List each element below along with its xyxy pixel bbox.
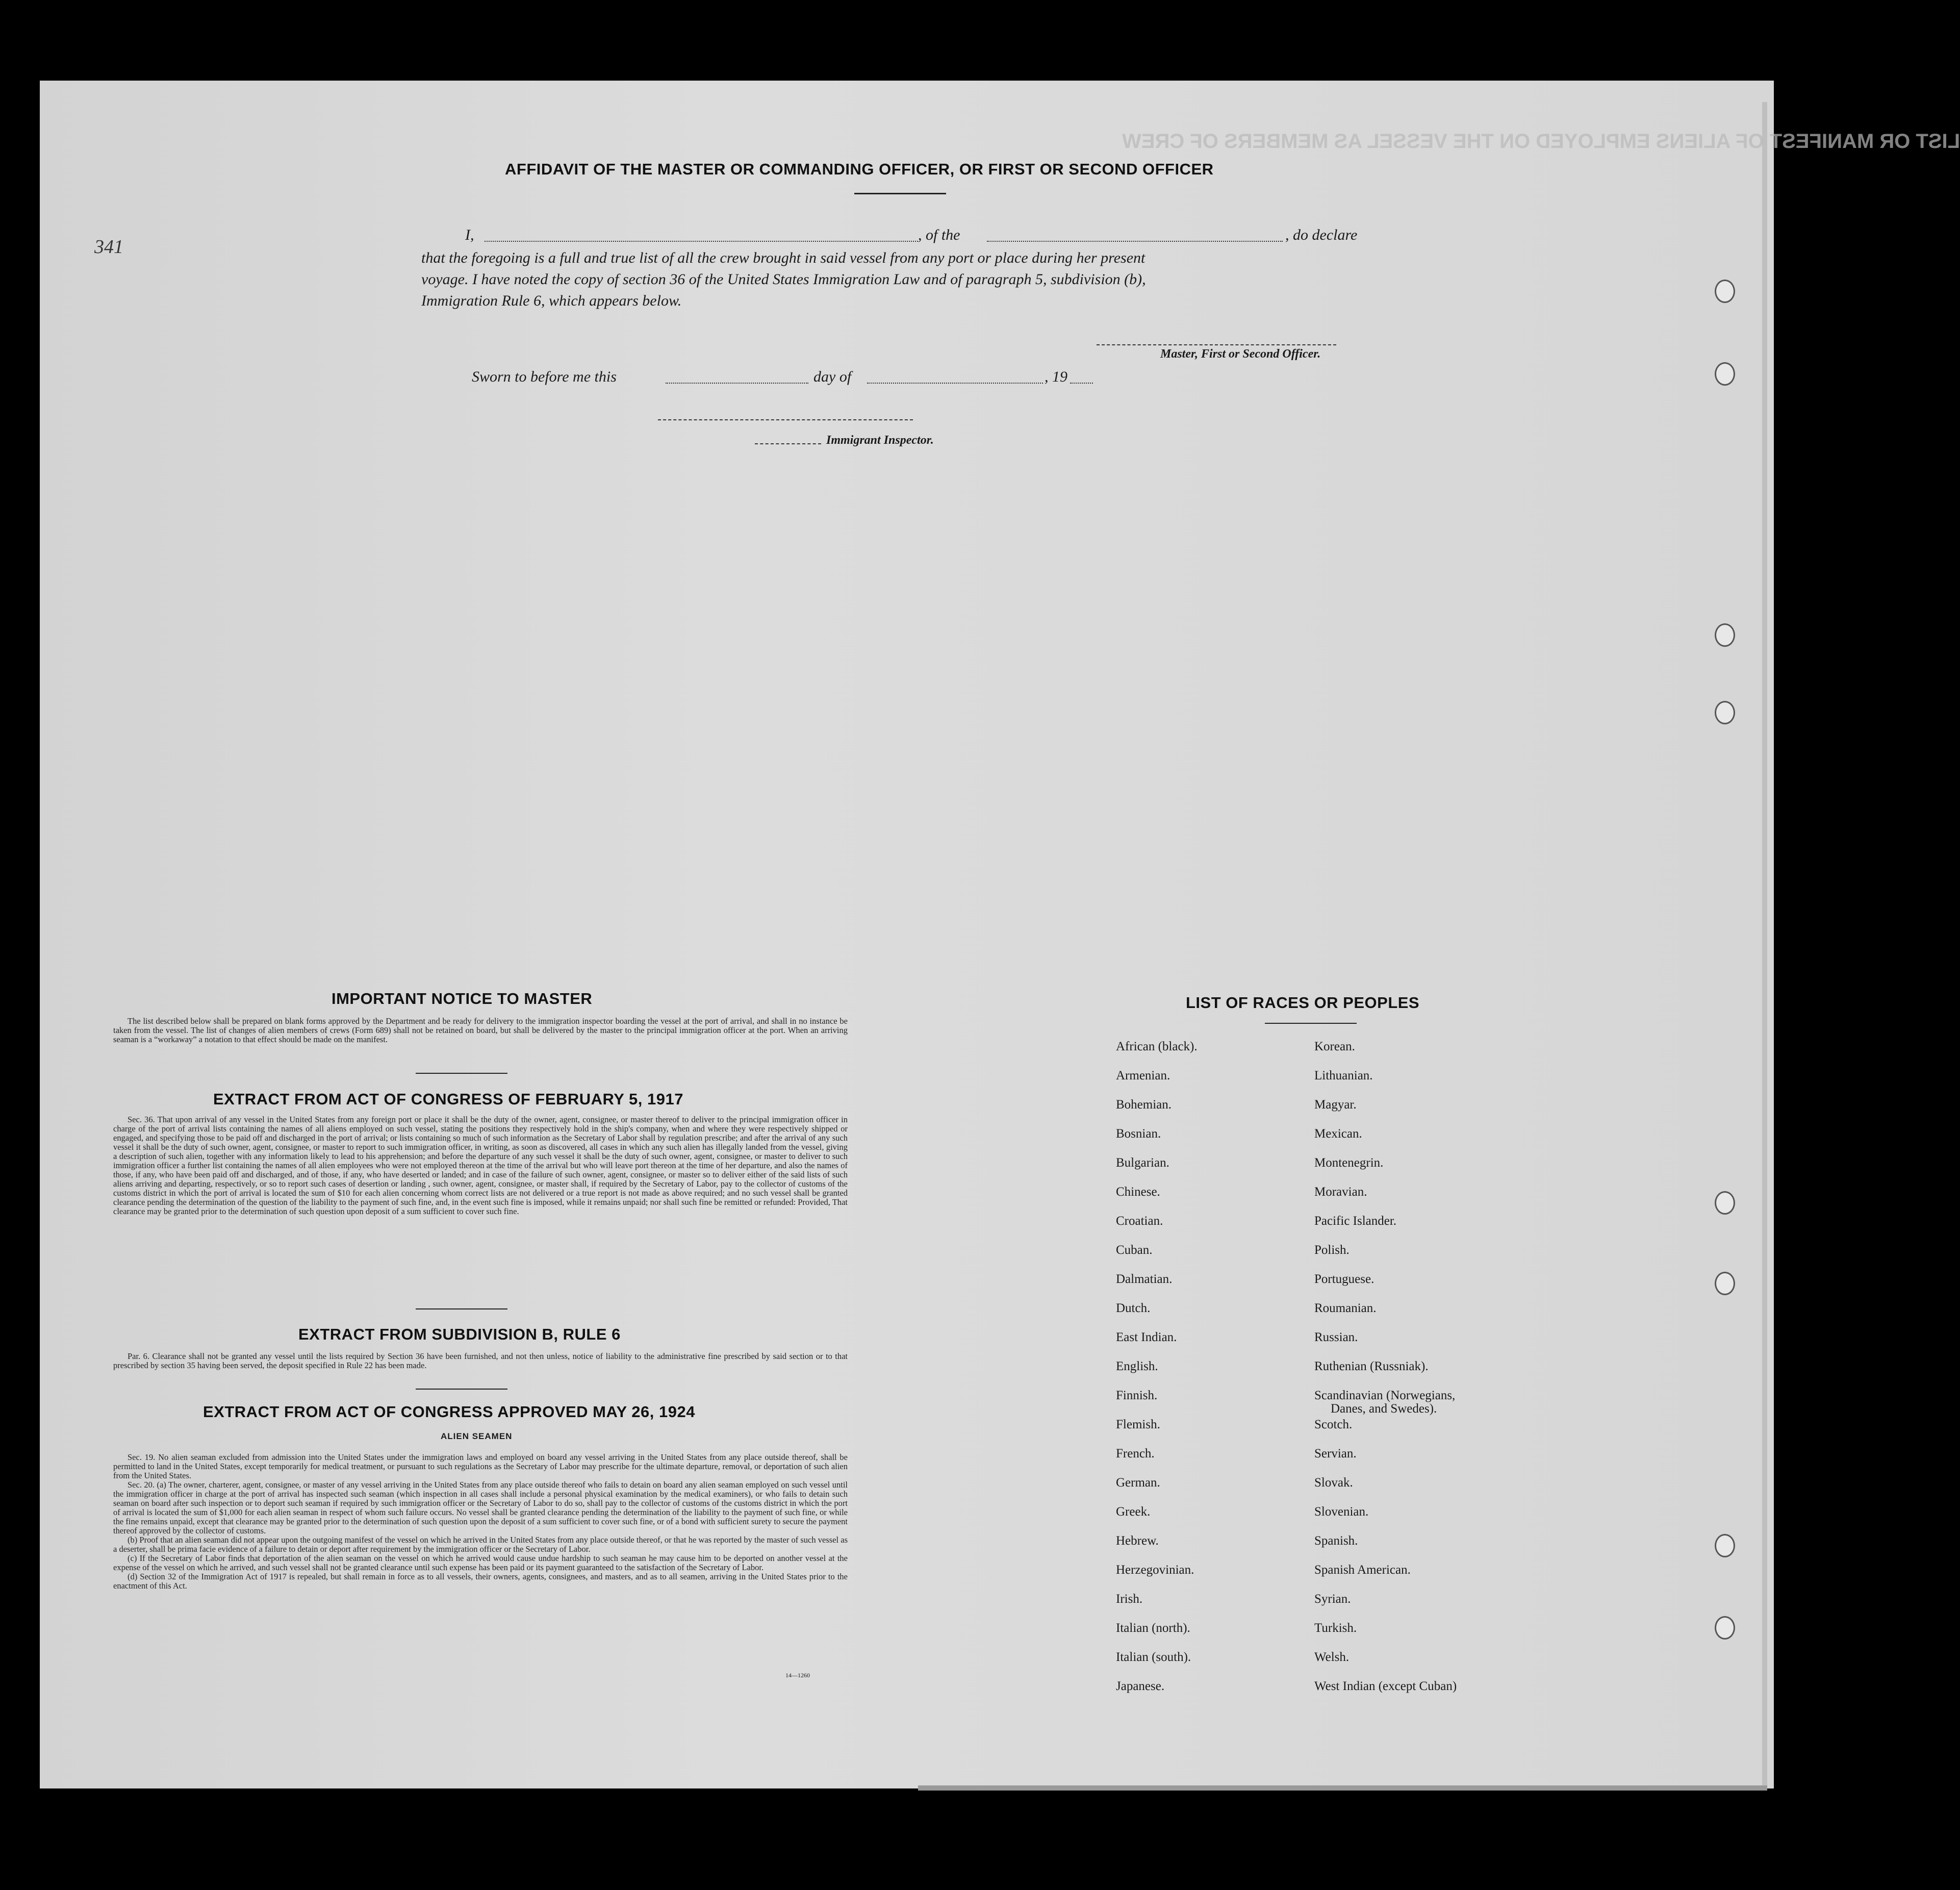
form-number: 14—1260: [785, 1672, 810, 1679]
race-item: Slovenian.: [1314, 1505, 1369, 1519]
race-item: Chinese.: [1116, 1185, 1160, 1199]
race-item: French.: [1116, 1447, 1155, 1460]
punch-hole: [1715, 701, 1735, 724]
race-item: Welsh.: [1314, 1650, 1350, 1664]
race-item: Polish.: [1314, 1243, 1350, 1257]
race-item: Lithuanian.: [1314, 1069, 1373, 1082]
affidavit-line-4: Immigration Rule 6, which appears below.: [421, 292, 682, 309]
extract-1917-text: [113, 1115, 848, 1216]
extract-rule6-title: EXTRACT FROM SUBDIVISION B, RULE 6: [298, 1325, 621, 1343]
day-of-label: day of: [813, 368, 852, 385]
race-item: Scandinavian (Norwegians,: [1314, 1389, 1456, 1402]
race-item: Greek.: [1116, 1505, 1151, 1519]
race-item: Cuban.: [1116, 1243, 1153, 1257]
notice-title: IMPORTANT NOTICE TO MASTER: [332, 990, 593, 1007]
affidavit-line-2: that the foregoing is a full and true list of all the crew brought in said vessel from any port or place during her present: [421, 249, 1146, 266]
races-title: LIST OF RACES OR PEOPLES: [1186, 994, 1420, 1012]
race-item: Bulgarian.: [1116, 1156, 1169, 1170]
race-item: Roumanian.: [1314, 1301, 1377, 1315]
race-item: Finnish.: [1116, 1389, 1158, 1402]
race-item: Flemish.: [1116, 1418, 1160, 1431]
race-item: German.: [1116, 1476, 1160, 1490]
race-item: Croatian.: [1116, 1214, 1163, 1228]
sworn-label: Sworn to before me this: [472, 368, 617, 385]
race-item: Scotch.: [1314, 1418, 1353, 1431]
race-item: Ruthenian (Russniak).: [1314, 1359, 1429, 1373]
section-20d-paragraph: (d) Section 32 of the Immigration Act of 1917 is repealed, but shall remain in force as to all vessels, their owners, agents, consignees, and masters, and as to all seamen, arriving in the United States prior to the enactment of this Act.: [113, 1572, 848, 1591]
race-item: West Indian (except Cuban): [1314, 1679, 1457, 1693]
section-20a-paragraph: Sec. 20. (a) The owner, charterer, agent, consignee, or master of any vessel arriving in the United States from any place outside thereof who fails to detain on board any alien seaman employed on such vessel until the immigration officer in charge at the port of arrival has inspected such seaman (which inspection in all cases shall include a personal physical examination by the medical examiners), or who fails to detain such seaman on board after such inspection or to deport such seaman if required by such immigration officer or the Secretary of Labor to do so, shall pay to the collector of customs of the customs district in which the port of arrival is located the sum of $1,000 for each alien seaman in respect of whom such failure occurs. No vessel shall be granted clearance pending the determination of the liability to the payment of such fine, or while the fine remains unpaid, except that clearance may be granted prior to the determination of such question upon the deposit of a sum sufficient to cover such fine, or of a bond with sufficient surety to secure the payment thereof approved by the collector of customs.: [113, 1480, 848, 1535]
page-edge-right: [1762, 102, 1767, 1785]
extract-1917-title: EXTRACT FROM ACT OF CONGRESS OF FEBRUARY 5, 1917: [213, 1090, 683, 1108]
master-signature-label: Master, First or Second Officer.: [1160, 347, 1321, 361]
race-item: East Indian.: [1116, 1330, 1177, 1344]
race-item: Servian.: [1314, 1447, 1357, 1460]
extract-1917-rule: [416, 1308, 507, 1309]
vessel-name-line[interactable]: [987, 241, 1283, 242]
master-signature-line[interactable]: [1097, 344, 1336, 345]
notice-paragraph: The list described below shall be prepared on blank forms approved by the Department and be ready for delivery to the immigration inspector boarding the vessel at the port of arrival, and shall in no instance be taken from the vessel. The list of changes of alien members of crews (Form 689) shall not be retained on board, but shall be delivered by the master to the principal immigration officer at the port. When an arriving seaman is a “workaway” a notation to that effect should be made on the manifest.: [113, 1016, 848, 1044]
punch-hole: [1715, 623, 1735, 647]
race-item: Magyar.: [1314, 1098, 1357, 1112]
affidavit-title: AFFIDAVIT OF THE MASTER OR COMMANDING OFFICER, OR FIRST OR SECOND OFFICER: [505, 160, 1214, 178]
margin-note: 341: [94, 236, 123, 258]
race-item: Syrian.: [1314, 1592, 1351, 1606]
punch-hole: [1715, 1534, 1735, 1557]
inspector-prefix-line[interactable]: [755, 443, 821, 444]
race-item: Moravian.: [1314, 1185, 1367, 1199]
punch-hole: [1715, 1272, 1735, 1295]
year-label: , 19: [1045, 368, 1067, 385]
section-19-paragraph: Sec. 19. No alien seaman excluded from admission into the United States under the immigration laws and employed on board any vessel arriving in the United States from any place outside thereof, shall be permitted to land in the United States, except temporarily for medical treatment, or pursuant to such regulations as the Secretary of Labor may prescribe for the ultimate departure, removal, or deportation of such alien from the United States.: [113, 1452, 848, 1480]
races-title-rule: [1265, 1023, 1357, 1024]
race-item: Slovak.: [1314, 1476, 1353, 1490]
affidavit-of-the-label: , of the: [918, 226, 960, 243]
race-item: Hebrew.: [1116, 1534, 1159, 1548]
affidavit-line-3: voyage. I have noted the copy of section 36 of the United States Immigration Law and of paragraph 5, subdivision (b),: [421, 271, 1146, 288]
affidavit-title-rule: [854, 193, 946, 194]
section-20b-paragraph: (b) Proof that an alien seaman did not appear upon the outgoing manifest of the vessel on which he arrived in the United States from any place outside thereof, or that he was reported by the master of such vessel as a deserter, shall be prima facie evidence of a failure to detain or deport after requirement by the immigration officer or the Secretary of Labor.: [113, 1535, 848, 1554]
race-item: Italian (south).: [1116, 1650, 1191, 1664]
race-item: Montenegrin.: [1314, 1156, 1384, 1170]
notice-text: [113, 1017, 848, 1044]
race-item: Dutch.: [1116, 1301, 1151, 1315]
punch-hole: [1715, 1616, 1735, 1640]
inspector-signature-line[interactable]: [658, 419, 913, 420]
race-item: Mexican.: [1314, 1127, 1362, 1141]
race-item: Spanish.: [1314, 1534, 1358, 1548]
extract-1924-text: [113, 1453, 848, 1591]
race-item: Portuguese.: [1314, 1272, 1374, 1286]
punch-hole: [1715, 280, 1735, 303]
race-item: Italian (north).: [1116, 1621, 1190, 1635]
race-item: Korean.: [1314, 1040, 1355, 1053]
paragraph-6: Par. 6. Clearance shall not be granted any vessel until the lists required by Section 36 have been furnished, and not then unless, notice of liability to the administrative fine prescribed by said section or to that prescribed by section 35 having been served, the deposit specified in Rule 22 has been made.: [113, 1351, 848, 1370]
race-item: Armenian.: [1116, 1069, 1170, 1082]
section-36-paragraph: Sec. 36. That upon arrival of any vessel in the United States from any foreign port or place it shall be the duty of the owner, agent, consignee, or master thereof to deliver to the principal immigration officer in charge of the port of arrival lists containing the names of all aliens employed on such vessel, stating the positions they respectively hold in the ship's company, when and where they were respectively shipped or engaged, and specifying those to be paid off and discharged in the port of arrival; or lists containing so much of such information as the Secretary of Labor shall by regulation prescribe; and after the arrival of any such vessel it shall be the duty of such owner, agent, consignee, or master to report to such immigration officer, in writing, as soon as discovered, all cases in which any such alien has illegally landed from the vessel, giving a description of such alien, together with any information likely to lead to his apprehension; and before the departure of any such vessel it shall be the duty of such owner, agent, consignee, or master to deliver to such immigration officer a further list containing the names of all alien employees who were not employed thereon at the time of the arrival but who will leave port thereon at the time of her departure, and also the names of those, if any, who have been paid off and discharged, and of those, if any, who have deserted or landed; and in case of the failure of such owner, agent, consignee, or master so to deliver either of the said lists of such aliens arriving and departing, respectively, or so to report such cases of desertion or landing , such owner, agent, consignee, or master shall, if required by the Secretary of Labor, pay to the collector of customs of the customs district in which the port of arrival is located the sum of $10 for each alien concerning whom correct lists are not delivered or a true report is not made as above required; and no such vessel shall be granted clearance pending the determination of the question of the liability to the payment of such fine, and, in the event such fine is imposed, while it remains unpaid; nor shall such fine be remitted or refunded: Provided, That clearance may be granted prior to the determination of such question upon deposit of a sum sufficient to cover such fine.: [113, 1115, 848, 1216]
alien-seamen-subtitle: ALIEN SEAMEN: [441, 1431, 513, 1441]
punch-hole: [1715, 362, 1735, 386]
race-item: Spanish American.: [1314, 1563, 1411, 1577]
race-item-continuation: Danes, and Swedes).: [1331, 1402, 1437, 1416]
sworn-month-line[interactable]: [867, 383, 1043, 384]
race-item: Turkish.: [1314, 1621, 1357, 1635]
notice-rule: [416, 1073, 507, 1074]
extract-1924-title: EXTRACT FROM ACT OF CONGRESS APPROVED MAY 26, 1924: [203, 1403, 695, 1421]
punch-hole: [1715, 1191, 1735, 1215]
race-item: Russian.: [1314, 1330, 1358, 1344]
race-item: Japanese.: [1116, 1679, 1165, 1693]
section-20c-paragraph: (c) If the Secretary of Labor finds that deportation of the alien seaman on the vessel on which he arrived would cause undue hardship to such seaman he may cause him to be deported on another vessel at the expense of the vessel on which he arrived, and such vessel shall not be granted clearance until such expense has been paid or its payment guaranteed to the satisfaction of the Secretary of Labor.: [113, 1553, 848, 1572]
sworn-year-line[interactable]: [1070, 383, 1093, 384]
race-item: African (black).: [1116, 1040, 1198, 1053]
affidavit-do-declare-label: , do declare: [1285, 226, 1358, 243]
race-item: English.: [1116, 1359, 1158, 1373]
race-item: Herzegovinian.: [1116, 1563, 1194, 1577]
extract-rule6-rule: [416, 1389, 507, 1390]
inspector-label: Immigrant Inspector.: [826, 434, 934, 447]
race-item: Dalmatian.: [1116, 1272, 1173, 1286]
affidavit-i-label: I,: [465, 226, 474, 243]
affiant-name-line[interactable]: [485, 241, 918, 242]
race-item: Pacific Islander.: [1314, 1214, 1397, 1228]
race-item: Irish.: [1116, 1592, 1143, 1606]
extract-rule6-text: [113, 1352, 848, 1370]
race-item: Bohemian.: [1116, 1098, 1172, 1112]
race-item: Bosnian.: [1116, 1127, 1161, 1141]
page-edge-bottom: [918, 1785, 1767, 1791]
bleed-through-text: LIST OR MANIFEST OF ALIENS EMPLOYED ON THE VESSEL AS MEMBERS OF CREW: [1122, 130, 1960, 153]
sworn-day-line[interactable]: [666, 383, 808, 384]
